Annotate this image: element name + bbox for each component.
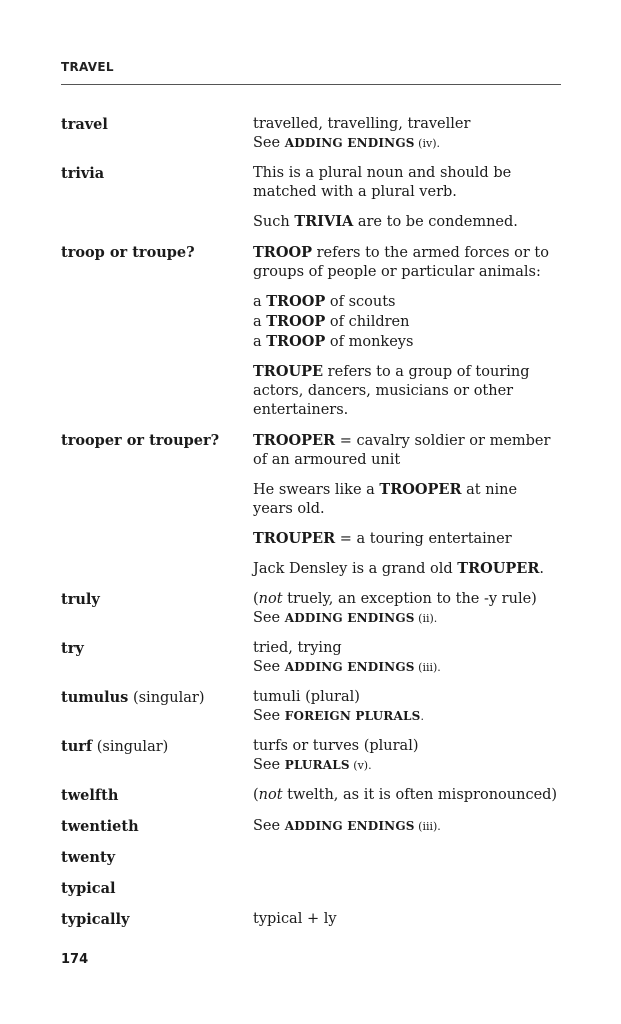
headword: twentieth — [61, 818, 139, 835]
entry-definition — [253, 590, 561, 628]
definition-line: This is a plural noun and should be matched with a plural verb. — [253, 165, 512, 200]
headword: typically — [61, 911, 130, 928]
entry-term — [61, 164, 253, 232]
see-reference: See ADDING ENDINGS (iii). — [253, 659, 441, 675]
headword: trivia — [61, 165, 105, 182]
usage-example: a TROOP of monkeys — [253, 333, 414, 350]
entry-term — [61, 688, 253, 726]
definition-line: (not truely, an exception to the -y rule) — [253, 591, 537, 607]
entry-definition — [253, 737, 561, 775]
usage-example: a TROOP of children — [253, 313, 410, 330]
entry-try — [61, 639, 561, 677]
headword: twelfth — [61, 787, 119, 804]
definition-line: TROUPER = a touring entertainer — [253, 530, 512, 547]
entry-tumulus — [61, 688, 561, 726]
headword: tumulus — [61, 689, 129, 706]
see-reference: See ADDING ENDINGS (iii). — [253, 818, 441, 834]
entry-definition — [253, 639, 561, 677]
entry-term — [61, 431, 253, 579]
entry-term — [61, 848, 253, 868]
entry-term — [61, 817, 253, 837]
definition-line: TROOPER = cavalry soldier or member of an armoured unit — [253, 432, 551, 468]
entry-twelfth — [61, 786, 561, 806]
usage-example: a TROOP of scouts — [253, 293, 396, 310]
dictionary-entries — [61, 115, 561, 941]
entry-definition — [253, 786, 561, 806]
entry-trooper-or-trouper — [61, 431, 561, 579]
entry-definition — [253, 243, 561, 420]
headword: try — [61, 640, 84, 657]
headword: twenty — [61, 849, 116, 866]
headword: trooper or trouper? — [61, 432, 220, 449]
entry-trivia — [61, 164, 561, 232]
headword: troop or troupe? — [61, 244, 195, 261]
entry-term — [61, 737, 253, 775]
definition-line: (not twelth, as it is often mispronounced) — [253, 787, 558, 803]
usage-example: Jack Densley is a grand old TROUPER. — [253, 560, 545, 577]
headword: typical — [61, 880, 116, 897]
entry-typical — [61, 879, 561, 899]
entry-definition — [253, 431, 561, 579]
entry-definition — [253, 115, 561, 153]
usage-example: Such TRIVIA are to be condemned. — [253, 213, 518, 230]
entry-definition — [253, 879, 561, 899]
running-head: TRAVEL — [61, 60, 114, 74]
definition-line: travelled, travelling, traveller — [253, 116, 471, 132]
entry-twenty — [61, 848, 561, 868]
see-reference: See ADDING ENDINGS (iv). — [253, 135, 440, 151]
entry-travel — [61, 115, 561, 153]
usage-examples — [253, 292, 561, 352]
entry-definition — [253, 164, 561, 232]
entry-definition — [253, 848, 561, 868]
entry-troop-or-troupe — [61, 243, 561, 420]
entry-definition — [253, 688, 561, 726]
entry-definition — [253, 817, 561, 837]
headword: truly — [61, 591, 100, 608]
definition-line: TROOP refers to the armed forces or to groups of people or particular animals: — [253, 244, 549, 280]
entry-definition — [253, 910, 561, 930]
entry-term — [61, 786, 253, 806]
grammar-note: (singular) — [92, 739, 169, 755]
usage-example: He swears like a TROOPER at nine years old. — [253, 481, 518, 517]
entry-term — [61, 590, 253, 628]
entry-term — [61, 910, 253, 930]
entry-twentieth — [61, 817, 561, 837]
see-reference: See ADDING ENDINGS (ii). — [253, 610, 438, 626]
definition-line: turfs or turves (plural) — [253, 738, 419, 754]
entry-term — [61, 243, 253, 420]
definition-line: typical + ly — [253, 911, 337, 927]
page-number: 174 — [61, 952, 89, 967]
entry-typically — [61, 910, 561, 930]
see-reference: See PLURALS (v). — [253, 757, 372, 773]
entry-term — [61, 115, 253, 153]
entry-turf — [61, 737, 561, 775]
definition-line: TROUPE refers to a group of touring actors, dancers, musicians or other entertainers. — [253, 363, 530, 418]
definition-line: tried, trying — [253, 640, 342, 656]
headword: turf — [61, 738, 93, 755]
entry-term — [61, 639, 253, 677]
entry-term — [61, 879, 253, 899]
see-reference: See FOREIGN PLURALS. — [253, 708, 424, 724]
entry-truly — [61, 590, 561, 628]
header-rule — [61, 84, 561, 85]
definition-line: tumuli (plural) — [253, 689, 360, 705]
headword: travel — [61, 116, 108, 133]
grammar-note: (singular) — [128, 690, 205, 706]
